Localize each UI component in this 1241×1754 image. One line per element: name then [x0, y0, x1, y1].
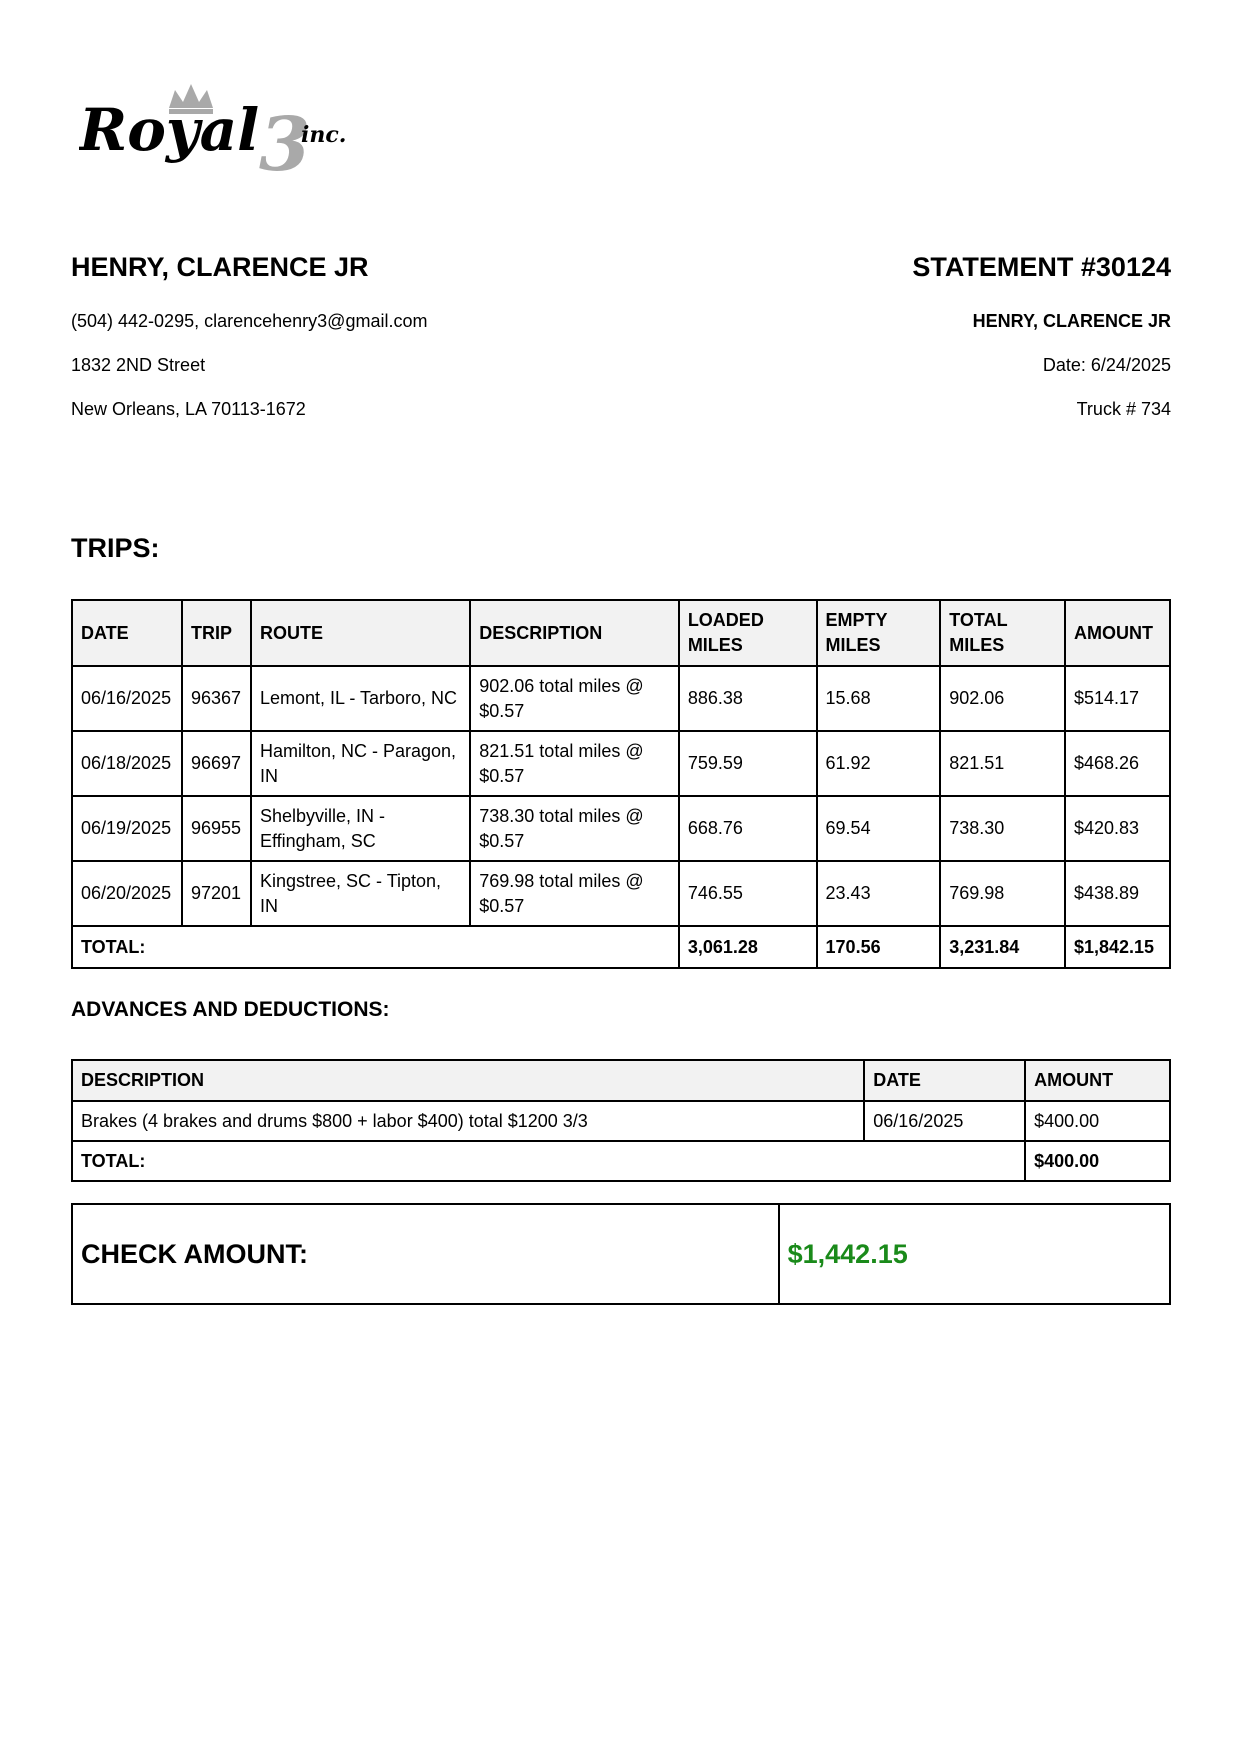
trip-number: 97201	[182, 861, 251, 926]
table-row	[72, 796, 1170, 861]
col-header: DATE	[72, 600, 182, 666]
trip-date: 06/19/2025	[72, 796, 182, 861]
trip-description: 821.51 total miles @ $0.57	[470, 731, 679, 796]
col-header: DESCRIPTION	[470, 600, 679, 666]
col-header: LOADED MILES	[679, 600, 817, 666]
advances-total-row	[72, 1141, 1170, 1181]
trip-empty-miles: 61.92	[817, 731, 941, 796]
trip-amount: $514.17	[1065, 666, 1170, 731]
col-header: DESCRIPTION	[72, 1060, 864, 1101]
trips-total-row	[72, 926, 1170, 968]
driver-street: 1832 2ND Street	[71, 355, 206, 375]
trip-description: 902.06 total miles @ $0.57	[470, 666, 679, 731]
trips-total-label: TOTAL:	[72, 926, 679, 968]
trip-total-miles: 769.98	[940, 861, 1065, 926]
trips-heading: TRIPS:	[71, 533, 160, 563]
trip-total-miles: 738.30	[940, 796, 1065, 861]
trip-description: 738.30 total miles @ $0.57	[470, 796, 679, 861]
trip-route: Shelbyville, IN - Effingham, SC	[251, 796, 470, 861]
trips-header-row	[72, 600, 1170, 666]
check-amount-row	[72, 1204, 1170, 1304]
trips-total-amount: $1,842.15	[1065, 926, 1170, 968]
trip-empty-miles: 15.68	[817, 666, 941, 731]
col-header: AMOUNT	[1065, 600, 1170, 666]
col-header: EMPTY MILES	[817, 600, 941, 666]
advance-amount: $400.00	[1025, 1101, 1170, 1141]
trip-amount: $420.83	[1065, 796, 1170, 861]
trip-date: 06/20/2025	[72, 861, 182, 926]
advances-table	[71, 1059, 1171, 1182]
logo-suffix: inc.	[301, 122, 347, 148]
trip-route: Lemont, IL - Tarboro, NC	[251, 666, 470, 731]
driver-city: New Orleans, LA 70113-1672	[71, 399, 306, 419]
advance-date: 06/16/2025	[864, 1101, 1025, 1141]
statement-title: STATEMENT #30124	[912, 252, 1171, 282]
col-header: DATE	[864, 1060, 1025, 1101]
check-amount-value: $1,442.15	[779, 1204, 1170, 1304]
trips-total-loaded: 3,061.28	[679, 926, 817, 968]
col-header: ROUTE	[251, 600, 470, 666]
trip-loaded-miles: 886.38	[679, 666, 817, 731]
trip-empty-miles: 23.43	[817, 861, 941, 926]
trip-amount: $468.26	[1065, 731, 1170, 796]
trip-loaded-miles: 668.76	[679, 796, 817, 861]
trip-number: 96367	[182, 666, 251, 731]
table-row	[72, 666, 1170, 731]
trip-total-miles: 902.06	[940, 666, 1065, 731]
table-row	[72, 731, 1170, 796]
trip-number: 96697	[182, 731, 251, 796]
col-header: TRIP	[182, 600, 251, 666]
trips-total-empty: 170.56	[817, 926, 941, 968]
trip-route: Kingstree, SC - Tipton, IN	[251, 861, 470, 926]
driver-contact: (504) 442-0295, clarencehenry3@gmail.com	[71, 311, 428, 331]
trip-number: 96955	[182, 796, 251, 861]
table-row	[72, 861, 1170, 926]
trip-date: 06/16/2025	[72, 666, 182, 731]
trip-description: 769.98 total miles @ $0.57	[470, 861, 679, 926]
driver-name: HENRY, CLARENCE JR	[71, 252, 369, 282]
col-header: AMOUNT	[1025, 1060, 1170, 1101]
trip-amount: $438.89	[1065, 861, 1170, 926]
statement-date: Date: 6/24/2025	[1042, 355, 1171, 375]
advance-description: Brakes (4 brakes and drums $800 + labor $400) total $1200 3/3	[72, 1101, 864, 1141]
advances-header-row	[72, 1060, 1170, 1101]
royal3-logo-graphic	[79, 78, 389, 188]
table-row	[72, 1101, 1170, 1141]
advances-total-amount: $400.00	[1025, 1141, 1170, 1181]
trip-date: 06/18/2025	[72, 731, 182, 796]
trip-route: Hamilton, NC - Paragon, IN	[251, 731, 470, 796]
trips-table	[71, 599, 1171, 969]
statement-page	[71, 0, 1171, 1754]
check-amount-label: CHECK AMOUNT:	[72, 1204, 779, 1304]
trip-loaded-miles: 759.59	[679, 731, 817, 796]
advances-heading: ADVANCES AND DEDUCTIONS:	[71, 998, 390, 1021]
logo-script-text: Royal	[79, 96, 260, 164]
company-logo	[79, 78, 389, 188]
col-header: TOTAL MILES	[940, 600, 1065, 666]
trip-empty-miles: 69.54	[817, 796, 941, 861]
logo-numeral: 3	[259, 102, 311, 188]
driver-info	[71, 250, 631, 419]
statement-driver-name: HENRY, CLARENCE JR	[972, 311, 1171, 331]
statement-info	[651, 250, 1171, 419]
trip-loaded-miles: 746.55	[679, 861, 817, 926]
advances-total-label: TOTAL:	[72, 1141, 1025, 1181]
truck-number: Truck # 734	[1076, 399, 1171, 419]
trip-total-miles: 821.51	[940, 731, 1065, 796]
check-amount-box	[71, 1203, 1171, 1305]
trips-total-miles: 3,231.84	[940, 926, 1065, 968]
